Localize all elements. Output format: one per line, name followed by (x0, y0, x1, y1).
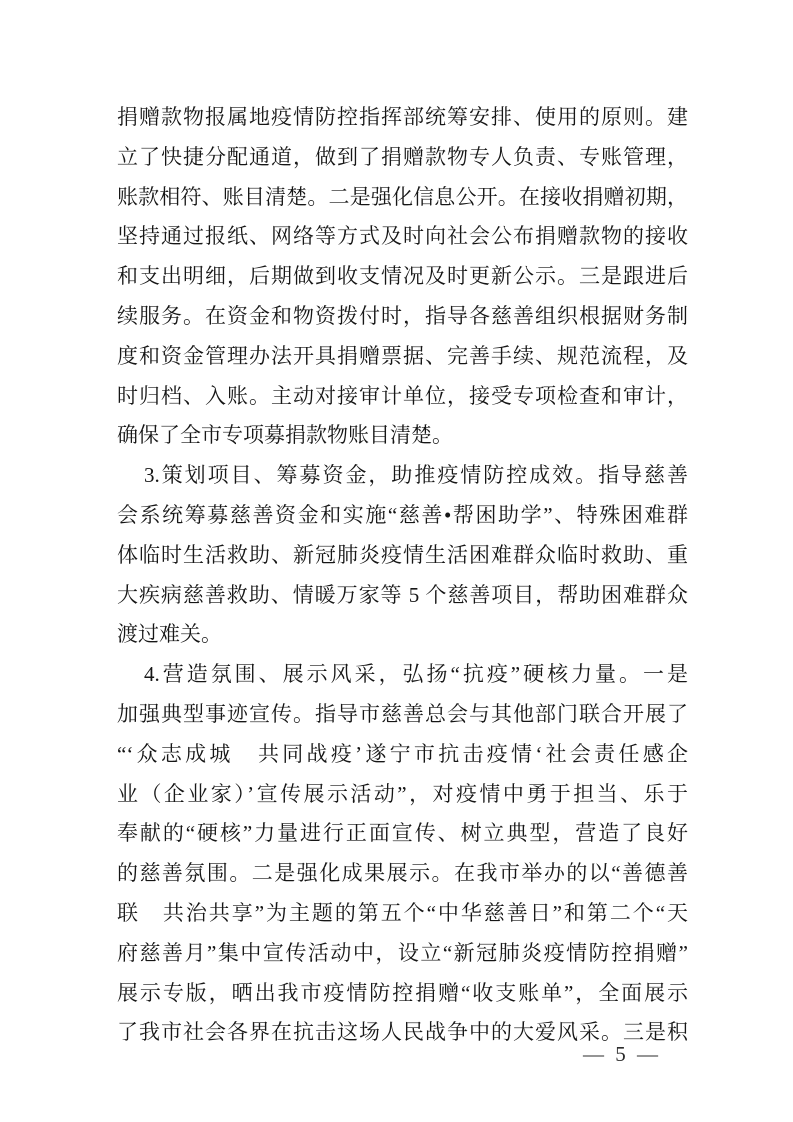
text-line-paragraph-end: 确保了全市专项募捐款物账目清楚。 (117, 423, 453, 448)
text-line: 奉献的“硬核”力量进行正面宣传、树立典型，营造了良好 (117, 821, 688, 846)
text-line: 会系统筹募慈善资金和实施“慈善•帮困助学”、特殊困难群 (117, 502, 688, 527)
text-line: 联 共治共享”为主题的第五个“中华慈善日”和第二个“天 (117, 900, 688, 925)
text-line: 账款相符、账目清楚。二是强化信息公开。在接收捐赠初期， (117, 184, 688, 209)
text-line: 府慈善月”集中宣传活动中，设立“新冠肺炎疫情防控捐赠” (117, 940, 688, 965)
text-line: 续服务。在资金和物资拨付时，指导各慈善组织根据财务制 (117, 303, 688, 328)
text-line-paragraph-start: 3.策划项目、筹募资金，助推疫情防控成效。指导慈善 (144, 463, 688, 488)
text-line: 展示专版，晒出我市疫情防控捐赠“收支账单”，全面展示 (117, 980, 688, 1005)
page-number: — 5 — (583, 1042, 661, 1066)
text-line: 捐赠款物报属地疫情防控指挥部统筹安排、使用的原则。建 (117, 105, 688, 129)
text-line: 业（企业家）’宣传展示活动”，对疫情中勇于担当、乐于 (117, 781, 688, 806)
text-line: 立了快捷分配通道，做到了捐赠款物专人负责、专账管理， (117, 144, 688, 169)
text-line: 了我市社会各界在抗击这场人民战争中的大爱风采。三是积 (117, 1020, 688, 1045)
text-line: “‘众志成城 共同战疫’遂宁市抗击疫情‘社会责任感企 (117, 741, 688, 766)
text-line: 加强典型事迹宣传。指导市慈善总会与其他部门联合开展了 (117, 701, 688, 726)
text-line: 度和资金管理办法开具捐赠票据、完善手续、规范流程，及 (117, 343, 688, 368)
document-body (117, 98, 688, 1053)
text-line: 体临时生活救助、新冠肺炎疫情生活困难群众临时救助、重 (117, 542, 688, 567)
text-line: 的慈善氛围。二是强化成果展示。在我市举办的以“善德善 (117, 861, 688, 886)
text-line: 坚持通过报纸、网络等方式及时向社会公布捐赠款物的接收 (117, 224, 688, 249)
text-line: 和支出明细，后期做到收支情况及时更新公示。三是跟进后 (117, 264, 688, 289)
text-line: 大疾病慈善救助、情暖万家等 5 个慈善项目，帮助困难群众 (117, 582, 688, 607)
text-line-paragraph-end: 渡过难关。 (117, 622, 222, 647)
text-line: 时归档、入账。主动对接审计单位，接受专项检查和审计， (117, 383, 688, 408)
text-line-paragraph-start: 4.营造氛围、展示风采，弘扬“抗疫”硬核力量。一是 (144, 662, 688, 687)
